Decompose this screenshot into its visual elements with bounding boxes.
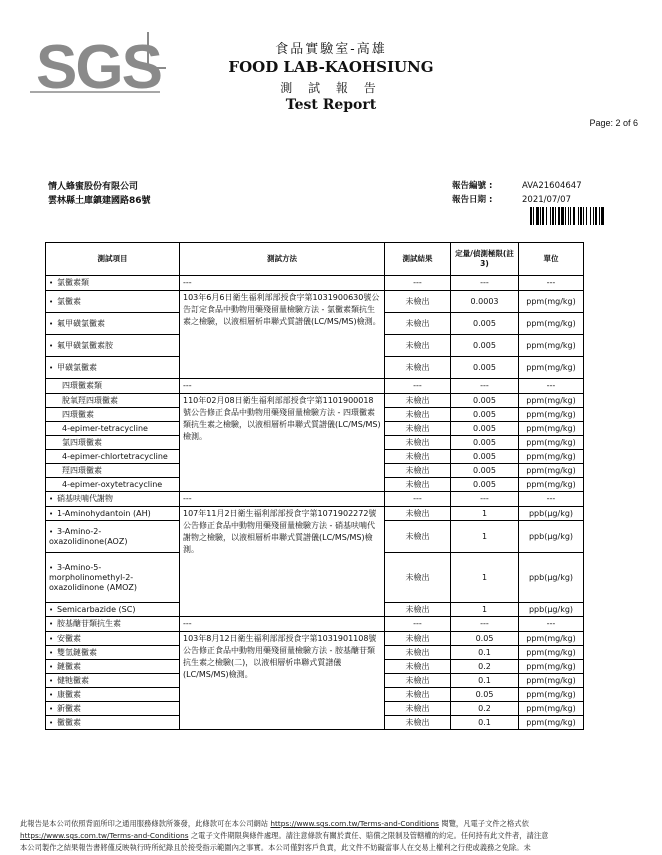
test-item-label: 鏈黴素 bbox=[57, 661, 81, 671]
barcode-bar bbox=[550, 207, 551, 225]
test-result: 未檢出 bbox=[385, 313, 451, 335]
test-unit: --- bbox=[519, 492, 584, 507]
test-result: 未檢出 bbox=[385, 632, 451, 646]
test-result: 未檢出 bbox=[385, 464, 451, 478]
test-item bbox=[46, 408, 180, 422]
test-unit: ppm(mg/kg) bbox=[519, 357, 584, 379]
table-row bbox=[46, 617, 584, 632]
test-result: 未檢出 bbox=[385, 674, 451, 688]
table-row bbox=[46, 507, 584, 521]
col-header-method: 測試方法 bbox=[180, 243, 385, 276]
test-item-label: 氟甲磺氯黴素 bbox=[57, 318, 105, 328]
col-header-limit: 定量/偵測極限(註3) bbox=[451, 243, 519, 276]
report-no: AVA21604647 bbox=[522, 181, 582, 191]
barcode-bar bbox=[540, 207, 541, 225]
test-unit: ppm(mg/kg) bbox=[519, 716, 584, 730]
bullet-icon: • bbox=[49, 718, 54, 727]
barcode-bar bbox=[558, 207, 560, 225]
test-unit: ppb(μg/kg) bbox=[519, 507, 584, 521]
barcode-bar bbox=[565, 207, 566, 225]
barcode-bar bbox=[586, 207, 587, 225]
test-result: 未檢出 bbox=[385, 436, 451, 450]
test-item bbox=[46, 379, 180, 394]
test-item bbox=[46, 478, 180, 492]
test-result: 未檢出 bbox=[385, 688, 451, 702]
test-unit: ppm(mg/kg) bbox=[519, 291, 584, 313]
test-unit: ppb(μg/kg) bbox=[519, 553, 584, 603]
test-method: 107年11月2日衛生福利部部授食字第1071902272號公告修正食品中動物用藥殘留量檢驗方法 - 硝基呋喃代謝物之檢驗，以液相層析串聯式質譜儀(LC/MS/MS)檢測。 bbox=[180, 507, 385, 617]
test-unit: ppm(mg/kg) bbox=[519, 422, 584, 436]
svg-text:SGS: SGS bbox=[36, 33, 161, 100]
report-date-label: 報告日期 : bbox=[452, 195, 493, 205]
barcode-bar bbox=[583, 207, 584, 225]
test-result: 未檢出 bbox=[385, 291, 451, 313]
test-limit: 0.0003 bbox=[451, 291, 519, 313]
report-meta bbox=[452, 179, 582, 207]
test-limit: 0.1 bbox=[451, 674, 519, 688]
report-title-en: Test Report bbox=[285, 97, 377, 113]
test-limit: 0.005 bbox=[451, 478, 519, 492]
test-limit: 1 bbox=[451, 603, 519, 617]
bullet-icon: • bbox=[49, 279, 54, 287]
client-name: 情人蜂蜜股份有限公司 bbox=[48, 182, 139, 192]
test-limit: 0.005 bbox=[451, 450, 519, 464]
test-item bbox=[46, 436, 180, 450]
col-header-item: 測試項目 bbox=[46, 243, 180, 276]
bullet-icon: • bbox=[49, 662, 54, 671]
test-limit: 0.2 bbox=[451, 660, 519, 674]
barcode-bar bbox=[536, 207, 539, 225]
table-row bbox=[46, 632, 584, 646]
test-limit: 0.1 bbox=[451, 716, 519, 730]
test-result: 未檢出 bbox=[385, 603, 451, 617]
test-item-label: 脫氧羥四環黴素 bbox=[62, 395, 118, 405]
lab-name-zh: 食品實驗室-高雄 bbox=[275, 42, 387, 57]
test-item-label: 胺基醣苷類抗生素 bbox=[57, 619, 121, 628]
test-unit: ppb(μg/kg) bbox=[519, 521, 584, 553]
test-item bbox=[46, 603, 180, 617]
footer-line3-text: 本公司製作之結果報告書將僅反映執行時所紀錄且於接受指示範圍內之事實。本公司僅對客戶負責，此文件不妨礙當事人在交易上權利之行使或義務之免除。未 bbox=[20, 843, 531, 852]
test-limit: --- bbox=[451, 379, 519, 394]
test-item-label: 硝基呋喃代謝物 bbox=[57, 494, 113, 503]
test-item-label: 安黴素 bbox=[57, 633, 81, 643]
test-method: --- bbox=[180, 617, 385, 632]
test-item-label: 4-epimer-chlortetracycline bbox=[62, 451, 168, 461]
page-number: Page: 2 of 6 bbox=[589, 118, 638, 128]
test-result: 未檢出 bbox=[385, 716, 451, 730]
test-limit: 0.005 bbox=[451, 436, 519, 450]
bullet-icon: • bbox=[49, 676, 54, 685]
test-result: 未檢出 bbox=[385, 335, 451, 357]
barcode-bar bbox=[580, 207, 582, 225]
lab-name-en: FOOD LAB-KAOHSIUNG bbox=[228, 58, 434, 76]
bullet-icon: • bbox=[49, 634, 54, 643]
barcode-bar bbox=[546, 207, 547, 225]
test-result: 未檢出 bbox=[385, 660, 451, 674]
test-unit: ppm(mg/kg) bbox=[519, 674, 584, 688]
test-limit: 0.005 bbox=[451, 313, 519, 335]
test-result: --- bbox=[385, 276, 451, 291]
test-limit: --- bbox=[451, 617, 519, 632]
report-title-zh: 測 試 報 告 bbox=[280, 81, 382, 95]
results-table bbox=[45, 242, 584, 730]
test-item bbox=[46, 674, 180, 688]
test-item bbox=[46, 422, 180, 436]
test-item-label: 羥四環黴素 bbox=[62, 465, 102, 475]
test-item-label: 4-epimer-tetracycline bbox=[62, 423, 148, 433]
terms-link-2[interactable]: https://www.sgs.com.tw/Terms-and-Conditions bbox=[20, 831, 189, 840]
bullet-icon: • bbox=[49, 509, 54, 518]
test-item bbox=[46, 313, 180, 335]
test-limit: 0.05 bbox=[451, 632, 519, 646]
test-item-label: 氟甲磺氯黴素胺 bbox=[57, 340, 113, 350]
test-item-label: 四環黴素類 bbox=[62, 381, 102, 390]
test-item-label: 四環黴素 bbox=[62, 409, 94, 419]
test-unit: ppm(mg/kg) bbox=[519, 688, 584, 702]
test-item-label: 健牠黴素 bbox=[57, 675, 89, 685]
bullet-icon: • bbox=[49, 704, 54, 713]
barcode-bar bbox=[561, 207, 564, 225]
test-method: --- bbox=[180, 492, 385, 507]
table-row bbox=[46, 394, 584, 408]
test-item bbox=[46, 521, 180, 553]
test-unit: ppm(mg/kg) bbox=[519, 335, 584, 357]
test-limit: 0.005 bbox=[451, 422, 519, 436]
bullet-icon: • bbox=[49, 319, 54, 328]
test-unit: ppb(μg/kg) bbox=[519, 603, 584, 617]
test-limit: 1 bbox=[451, 507, 519, 521]
test-method: 110年02月08日衛生福利部部授食字第1101900018號公告修正食品中動物用藥殘留量檢驗方法 - 四環黴素類抗生素之檢驗，以液相層析串聯式質譜儀(LC/MS/MS)檢測。 bbox=[180, 394, 385, 492]
test-result: 未檢出 bbox=[385, 521, 451, 553]
client-address: 雲林縣土庫鎮建國路86號 bbox=[48, 196, 151, 206]
footer-line1-text-b: 閱覽，凡電子文件之格式依 bbox=[441, 819, 529, 828]
test-method: --- bbox=[180, 276, 385, 291]
test-item-label: 新黴素 bbox=[57, 703, 81, 713]
test-method: 103年8月12日衛生福利部部授食字第1031901108號公告修正食品中動物用藥殘留量檢驗方法 - 胺基醣苷類抗生素之檢驗(二)，以液相層析串聯式質譜儀(LC/MS/MS)檢測。 bbox=[180, 632, 385, 730]
test-result: 未檢出 bbox=[385, 507, 451, 521]
table-row bbox=[46, 291, 584, 313]
test-unit: ppm(mg/kg) bbox=[519, 313, 584, 335]
test-limit: 0.2 bbox=[451, 702, 519, 716]
barcode-bar bbox=[590, 207, 591, 225]
test-unit: ppm(mg/kg) bbox=[519, 632, 584, 646]
barcode-bar bbox=[578, 207, 579, 225]
test-unit: ppm(mg/kg) bbox=[519, 464, 584, 478]
bullet-icon: • bbox=[49, 495, 54, 503]
test-limit: 0.005 bbox=[451, 464, 519, 478]
test-item bbox=[46, 507, 180, 521]
bullet-icon: • bbox=[49, 297, 54, 306]
test-item bbox=[46, 702, 180, 716]
test-result: 未檢出 bbox=[385, 450, 451, 464]
test-item bbox=[46, 276, 180, 291]
test-item-label: 雙氫鏈黴素 bbox=[57, 647, 97, 657]
test-limit: 0.005 bbox=[451, 335, 519, 357]
barcode-bar bbox=[533, 207, 534, 225]
bullet-icon: • bbox=[49, 605, 54, 614]
test-limit: 0.005 bbox=[451, 408, 519, 422]
test-item-label: 4-epimer-oxytetracycline bbox=[62, 479, 163, 489]
client-info bbox=[48, 180, 151, 208]
bullet-icon: • bbox=[49, 363, 54, 372]
test-item bbox=[46, 553, 180, 603]
test-result: 未檢出 bbox=[385, 646, 451, 660]
barcode-bar bbox=[542, 207, 544, 225]
test-method: 103年6月6日衛生福利部部授食字第1031900630號公告訂定食品中動物用藥殘留量檢驗方法 - 氯黴素類抗生素之檢驗，以液相層析串聯式質譜儀(LC/MS/MS)檢測。 bbox=[180, 291, 385, 379]
test-unit: ppm(mg/kg) bbox=[519, 408, 584, 422]
test-item-label: 康黴素 bbox=[57, 689, 81, 699]
barcode-bar bbox=[573, 207, 575, 225]
test-item-label: 3-Amino-2-oxazolidinone(AOZ) bbox=[49, 526, 128, 546]
test-unit: ppm(mg/kg) bbox=[519, 436, 584, 450]
bullet-icon: • bbox=[49, 527, 54, 536]
footer-line1-text: 此報告是本公司依照背面所印之通用服務條款所簽發，此條款可在本公司網站 bbox=[20, 819, 269, 828]
barcode bbox=[530, 207, 620, 225]
footer-line2-text: 之電子文件期限與條件處理。請注意條款有關於責任、賠償之限制及管轄權的約定。任何持有此文件者，請注意 bbox=[190, 831, 549, 840]
test-unit: ppm(mg/kg) bbox=[519, 394, 584, 408]
barcode-bar bbox=[599, 207, 600, 225]
test-item-label: 甲磺氯黴素 bbox=[57, 362, 97, 372]
barcode-bar bbox=[595, 207, 597, 225]
bullet-icon: • bbox=[49, 620, 54, 628]
test-result: 未檢出 bbox=[385, 394, 451, 408]
bullet-icon: • bbox=[49, 648, 54, 657]
test-limit: 1 bbox=[451, 553, 519, 603]
test-unit: --- bbox=[519, 276, 584, 291]
test-method: --- bbox=[180, 379, 385, 394]
bullet-icon: • bbox=[49, 563, 54, 572]
test-item bbox=[46, 632, 180, 646]
col-header-unit: 單位 bbox=[519, 243, 584, 276]
table-row bbox=[46, 379, 584, 394]
test-limit: --- bbox=[451, 276, 519, 291]
test-item-label: 氯黴素 bbox=[57, 296, 81, 306]
test-limit: 0.1 bbox=[451, 646, 519, 660]
test-item bbox=[46, 464, 180, 478]
test-limit: 0.005 bbox=[451, 357, 519, 379]
table-row bbox=[46, 276, 584, 291]
test-item bbox=[46, 335, 180, 357]
test-item-label: 1-Aminohydantoin (AH) bbox=[57, 508, 151, 518]
barcode-bar bbox=[593, 207, 594, 225]
test-item bbox=[46, 617, 180, 632]
test-result: 未檢出 bbox=[385, 702, 451, 716]
test-item bbox=[46, 646, 180, 660]
test-item bbox=[46, 357, 180, 379]
test-item bbox=[46, 291, 180, 313]
test-unit: ppm(mg/kg) bbox=[519, 702, 584, 716]
test-item-label: 氯黴素類 bbox=[57, 278, 89, 287]
test-item bbox=[46, 716, 180, 730]
footer-terms bbox=[20, 818, 660, 854]
test-result: 未檢出 bbox=[385, 422, 451, 436]
test-unit: ppm(mg/kg) bbox=[519, 478, 584, 492]
bullet-icon: • bbox=[49, 690, 54, 699]
bullet-icon: • bbox=[49, 341, 54, 350]
test-item-label: Semicarbazide (SC) bbox=[57, 604, 136, 614]
test-result: 未檢出 bbox=[385, 357, 451, 379]
test-unit: ppm(mg/kg) bbox=[519, 450, 584, 464]
test-item-label: 黴黴素 bbox=[57, 717, 81, 727]
terms-link-1[interactable]: https://www.sgs.com.tw/Terms-and-Conditions bbox=[270, 819, 439, 828]
barcode-bar bbox=[568, 207, 569, 225]
test-item bbox=[46, 394, 180, 408]
barcode-bar bbox=[530, 207, 532, 225]
test-result: --- bbox=[385, 379, 451, 394]
test-result: 未檢出 bbox=[385, 408, 451, 422]
report-no-label: 報告編號 : bbox=[452, 181, 493, 191]
barcode-bar bbox=[552, 207, 554, 225]
test-unit: ppm(mg/kg) bbox=[519, 660, 584, 674]
col-header-result: 測試結果 bbox=[385, 243, 451, 276]
table-row bbox=[46, 492, 584, 507]
test-unit: ppm(mg/kg) bbox=[519, 646, 584, 660]
test-unit: --- bbox=[519, 379, 584, 394]
test-limit: 1 bbox=[451, 521, 519, 553]
test-result: --- bbox=[385, 617, 451, 632]
barcode-bar bbox=[555, 207, 556, 225]
test-item-label: 3-Amino-5-morpholinomethyl-2-oxazolidinone (AMOZ) bbox=[49, 562, 138, 592]
test-limit: 0.005 bbox=[451, 394, 519, 408]
test-limit: --- bbox=[451, 492, 519, 507]
test-item-label: 氯四環黴素 bbox=[62, 437, 102, 447]
test-item bbox=[46, 688, 180, 702]
test-result: --- bbox=[385, 492, 451, 507]
test-item bbox=[46, 660, 180, 674]
test-result: 未檢出 bbox=[385, 553, 451, 603]
test-item bbox=[46, 450, 180, 464]
barcode-bar bbox=[570, 207, 571, 225]
test-item bbox=[46, 492, 180, 507]
test-limit: 0.05 bbox=[451, 688, 519, 702]
test-unit: --- bbox=[519, 617, 584, 632]
test-result: 未檢出 bbox=[385, 478, 451, 492]
barcode-bar bbox=[601, 207, 604, 225]
report-date: 2021/07/07 bbox=[522, 195, 571, 205]
